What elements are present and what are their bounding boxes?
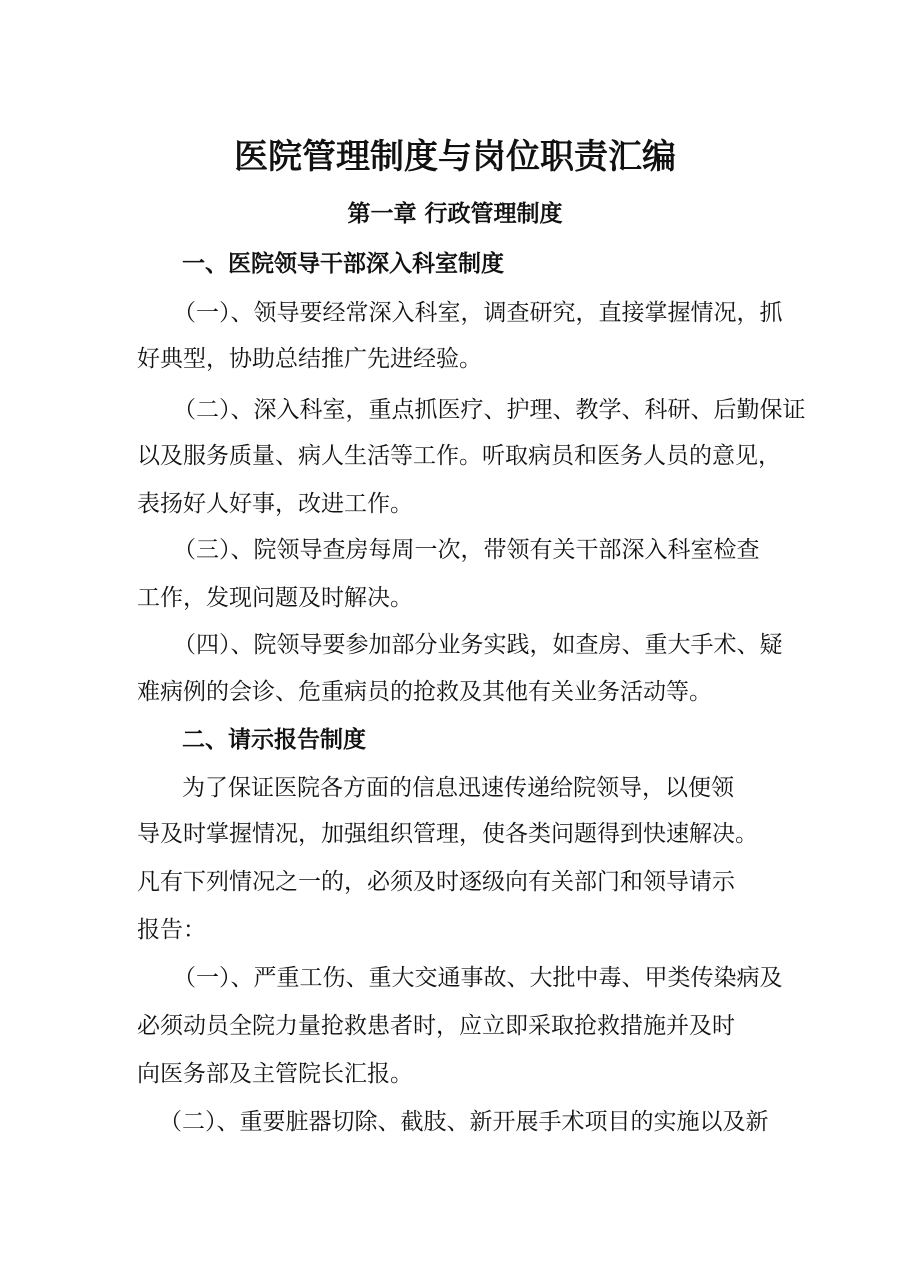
paragraph-line: 难病例的会诊、危重病员的抢救及其他有关业务活动等。 bbox=[137, 679, 712, 705]
paragraph-line: 凡有下列情况之一的，必须及时逐级向有关部门和领导请示 bbox=[137, 869, 735, 895]
paragraph-line: 导及时掌握情况，加强组织管理，使各类问题得到快速解决。 bbox=[137, 821, 758, 847]
paragraph-line: 以及服务质量、病人生活等工作。听取病员和医务人员的意见， bbox=[137, 443, 781, 469]
paragraph-line: （一）、领导要经常深入科室，调查研究，直接掌握情况，抓 bbox=[173, 300, 783, 326]
document-title: 医院管理制度与岗位职责汇编 bbox=[234, 137, 676, 177]
paragraph-line: （二）、深入科室，重点抓医疗、护理、教学、科研、后勤保证 bbox=[173, 397, 806, 423]
paragraph-line: （三）、院领导查房每周一次，带领有关干部深入科室检查 bbox=[173, 537, 760, 563]
section-heading-2: 二、请示报告制度 bbox=[182, 727, 366, 753]
paragraph-line: 必须动员全院力量抢救患者时，应立即采取抢救措施并及时 bbox=[137, 1013, 735, 1039]
paragraph-line: 向医务部及主管院长汇报。 bbox=[137, 1061, 413, 1087]
paragraph-line: 好典型，协助总结推广先进经验。 bbox=[137, 346, 482, 372]
paragraph-line: （四）、院领导要参加部分业务实践，如查房、重大手术、疑 bbox=[173, 632, 783, 658]
paragraph-line: （二）、重要脏器切除、截肢、新开展手术项目的实施以及新 bbox=[159, 1109, 769, 1135]
paragraph-line: 报告： bbox=[137, 917, 206, 943]
paragraph-line: 为了保证医院各方面的信息迅速传递给院领导，以便领 bbox=[182, 775, 734, 801]
paragraph-line: （一）、严重工伤、重大交通事故、大批中毒、甲类传染病及 bbox=[173, 965, 783, 991]
section-heading-1: 一、医院领导干部深入科室制度 bbox=[182, 251, 504, 277]
paragraph-line: 表扬好人好事，改进工作。 bbox=[137, 491, 413, 517]
paragraph-line: 工作，发现问题及时解决。 bbox=[137, 585, 413, 611]
chapter-heading: 第一章 行政管理制度 bbox=[347, 201, 563, 227]
